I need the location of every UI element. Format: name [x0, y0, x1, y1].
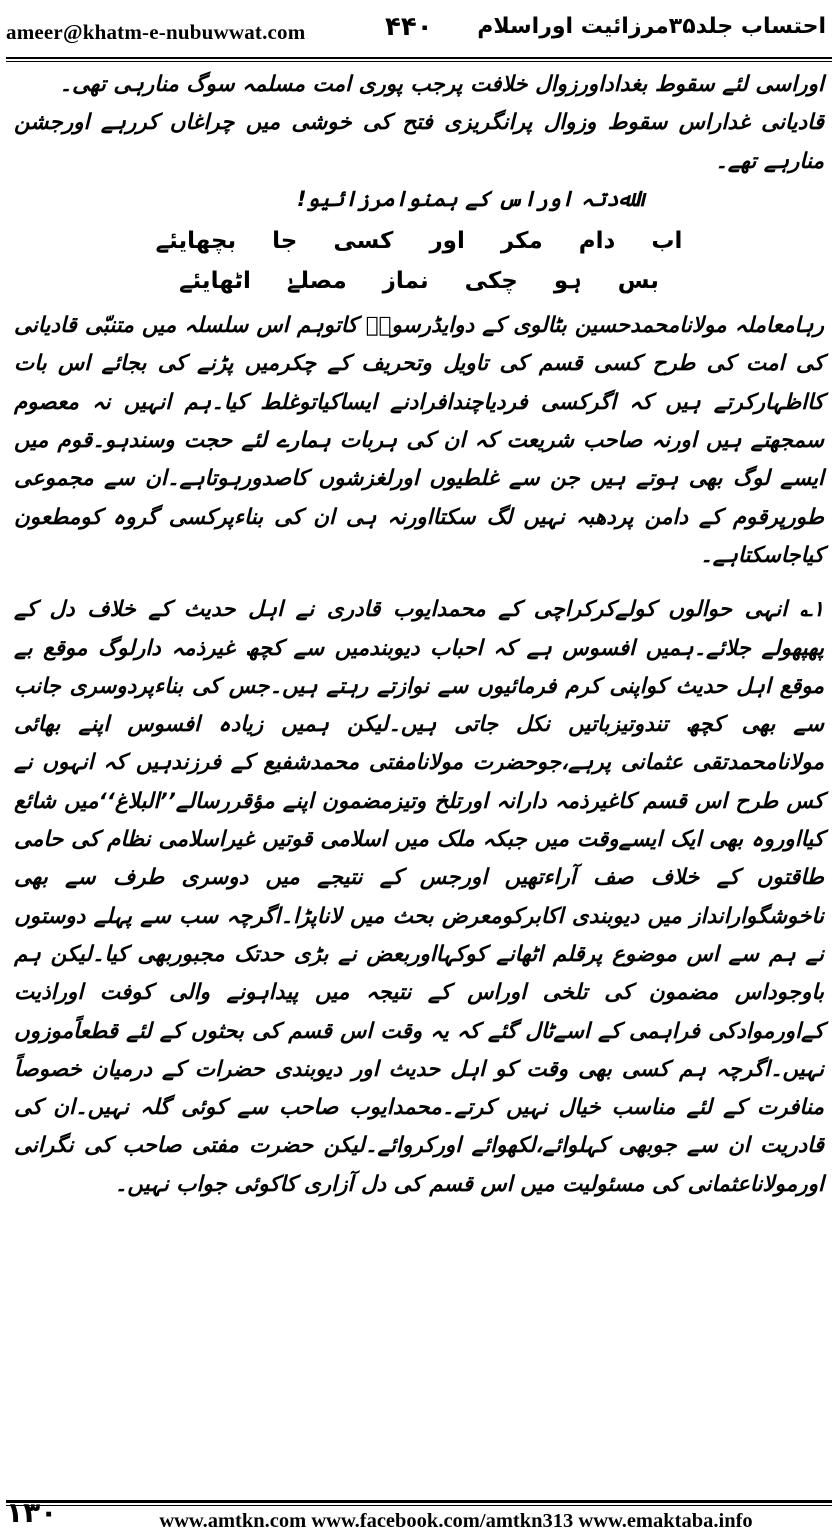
paragraph-1-line-1: اوراسی لئے سقوط بغداداورزوال خلافت پرجب پوری امت مسلمہ سوگ منارہی تھی۔	[59, 72, 824, 97]
paragraph-1-line-3: اﷲدتہ اوراس کے ہمنوامرزائیو!	[296, 186, 644, 212]
header-page-number: ۴۴۰	[385, 12, 433, 42]
header-book-title: احتساب جلد۳۵مرزائیت اوراسلام	[477, 14, 826, 39]
paragraph-2: رہامعاملہ مولانامحمدحسین بٹالوی کے دوایڈرسوںؒ کاتوہم اس سلسلہ میں متنبّی قادیانی کی امت کی طرح کسی قسم کی تاویل وتحریف کے چکرمیں پڑنے کی بجائے اس بات کااظہارکرتے ہیں کہ اگرکسی فردیاچندافرادنے ایساکیاتوغلط کیا۔ہم انہیں نہ معصوم سمجھتے ہیں اورنہ صاحب شریعت کہ ان کی ہربات ہمارے لئے حجت وسندہو۔قوم میں ایسے لوگ بھی ہوتے ہیں جن سے غلطیوں اورلغزشوں کاصدورہوتاہے۔ان سے مجموعی طورپرقوم کے دامن پردھبہ نہیں لگ سکتااورنہ ہی ان کی بناءپرکسی گروہ کومطعون کیاجاسکتاہے۔	[14, 313, 824, 568]
header-rule	[6, 57, 832, 62]
footer-website-links[interactable]: www.amtkn.com www.facebook.com/amtkn313 www.emaktaba.info	[159, 1510, 753, 1532]
page-footer	[0, 1494, 840, 1540]
page-body	[14, 66, 824, 1204]
poem-line-2: بس ہو چکی نماز مصلےٰ اٹھایئے	[179, 268, 659, 295]
footnote-paragraph: ۱؎ انہی حوالوں کولےکرکراچی کے محمدایوب قادری نے اہل حدیث کے خلاف دل کے پھپھولے جلائے۔ہمیں افسوس ہے کہ احباب دیوبندمیں سے کچھ غیرذمہ دارلوگ موقع بے موقع اہل حدیث کواپنی کرم فرمائیوں سے نوازتے رہتے ہیں۔جس کی بناءپردوسری جانب سے بھی کچھ تندوتیزباتیں نکل جاتی ہیں۔لیکن ہمیں زیادہ افسوس اپنے بھائی مولانامحمدتقی عثمانی پرہے،جوحضرت مولانامفتی محمدشفیع کے فرزندہیں کہ انہوں نے کس طرح اس قسم کاغیرذمہ دارانہ اورتلخ وتیزمضمون اپنے مؤقررسالے’’البلاغ‘‘میں شائع کیااوروہ بھی ایک ایسےوقت میں جبکہ ملک میں اسلامی قوتیں غیراسلامی نظام کی حامی طاقتوں کے خلاف صف آراءتھیں اورجس کے نتیجے میں دوسری طرف سے بھی ناخوشگوارانداز میں دیوبندی اکابرکومعرض بحث میں لاناپڑا۔اگرچہ سب سے پہلے دوستوں نے ہم سے اس موضوع پرقلم اٹھانے کوکہااوربعض نے بڑی حدتک مجبوربھی کیا۔لیکن ہم باوجوداس مضمون کی تلخی اوراس کے نتیجہ میں پیداہونے والی کوفت اوراذیت کےاورموادکی فراہمی کے اسےٹال گئے کہ یہ وقت اس قسم کی بحثوں کے لئے قطعاًموزوں نہیں۔اگرچہ ہم کسی بھی وقت کو اہل حدیث اور دیوبندی حضرات کے درمیان خصوصاً منافرت کے لئے مناسب خیال نہیں کرتے۔محمدایوب صاحب سے کوئی گلہ نہیں۔ان کی قادریت ان سے جوبھی کہلوائے،لکھوائے اورکروائے۔لیکن حضرت مفتی صاحب کی نگرانی اورمولاناعثمانی کی مسئولیت میں اس قسم کی دل آزاری کاکوئی جواب نہیں۔	[14, 597, 824, 1197]
header-email: ameer@khatm-e-nubuwwat.com	[6, 20, 306, 44]
footer-page-number: ۱۳۰	[6, 1496, 58, 1529]
poem-couplet	[14, 221, 824, 301]
poem-line-1: اب دام مکر اور کسی جا بچھایئے	[155, 228, 683, 255]
paragraph-1-line-2: قادیانی غداراس سقوط وزوال پرانگریزی فتح کی خوشی میں چراغاں کررہے اورجشن منارہے تھے۔	[14, 110, 824, 174]
page-header	[0, 0, 840, 56]
paragraph-gap	[14, 575, 824, 591]
footer-rule	[6, 1500, 832, 1506]
